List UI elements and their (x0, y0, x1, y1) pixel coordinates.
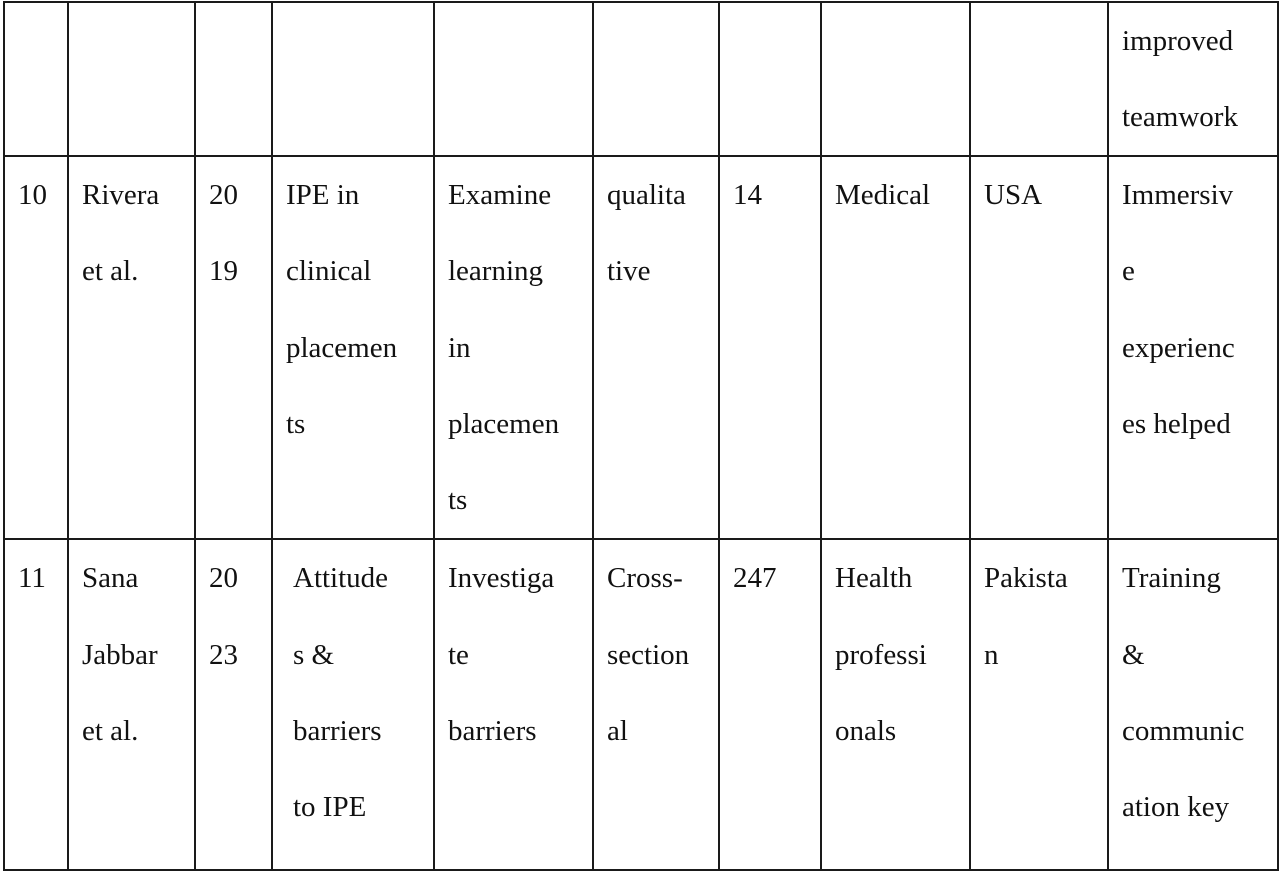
cell-findings (1108, 2, 1278, 156)
cell-line: Jabbar (82, 638, 158, 671)
cell-line: Health (835, 562, 913, 595)
cell-line: e (1122, 255, 1135, 288)
cell-line: 20 (209, 179, 238, 211)
cell-country (970, 2, 1108, 156)
cell-line: barriers (293, 715, 382, 748)
cell-line: IPE in (286, 179, 360, 211)
cell-line: barriers (448, 715, 537, 748)
cell-line: experienc (1122, 331, 1235, 364)
cell-line: 247 (733, 562, 777, 595)
cell-year (195, 2, 272, 156)
cell-findings (1108, 156, 1278, 539)
cell-line: ation key (1122, 791, 1230, 824)
cell-line: teamwork (1122, 101, 1238, 133)
cell-line: Rivera (82, 179, 160, 211)
cell-author (68, 156, 195, 539)
cell-focus (272, 156, 434, 539)
cell-author (68, 539, 195, 870)
cell-focus (272, 539, 434, 870)
cell-line: 23 (209, 638, 238, 671)
cell-line: learning (448, 255, 544, 288)
cell-sample (719, 156, 821, 539)
cell-no (4, 156, 68, 539)
cell-line: es helped (1122, 407, 1231, 440)
cell-line: s & (293, 638, 335, 671)
cell-line: 10 (18, 179, 47, 211)
cell-line: USA (984, 179, 1043, 211)
cell-focus (272, 2, 434, 156)
cell-line: tive (607, 255, 651, 288)
cell-findings (1108, 539, 1278, 870)
cell-line: Immersiv (1122, 179, 1234, 211)
cell-author (68, 2, 195, 156)
cell-line: clinical (286, 255, 372, 288)
cell-design (593, 2, 719, 156)
cell-line: Cross- (607, 562, 683, 595)
cell-country (970, 539, 1108, 870)
cell-aim (434, 2, 593, 156)
cell-line: 20 (209, 562, 238, 595)
cell-line: ts (448, 484, 468, 517)
cell-participants (821, 156, 970, 539)
cell-participants (821, 2, 970, 156)
cell-aim (434, 156, 593, 539)
cell-design (593, 539, 719, 870)
cell-line: onals (835, 715, 897, 748)
cell-line: placemen (448, 407, 560, 440)
cell-line: Pakista (984, 562, 1068, 595)
cell-line: et al. (82, 715, 139, 748)
cell-line: et al. (82, 255, 139, 288)
cell-line: ts (286, 407, 306, 440)
cell-no (4, 539, 68, 870)
cell-sample (719, 539, 821, 870)
cell-line: to IPE (293, 791, 367, 824)
cell-line: section (607, 638, 690, 671)
cell-aim (434, 539, 593, 870)
cell-line: Sana (82, 562, 139, 595)
study-table (3, 1, 1279, 871)
cell-line: improved (1122, 25, 1234, 57)
cell-design (593, 156, 719, 539)
cell-line: communic (1122, 715, 1245, 748)
cell-country (970, 156, 1108, 539)
cell-line: in (448, 331, 471, 364)
cell-line: te (448, 638, 469, 671)
cell-line: Examine (448, 179, 552, 211)
cell-no (4, 2, 68, 156)
table-row (4, 156, 1278, 539)
cell-line: 14 (733, 179, 762, 211)
cell-sample (719, 2, 821, 156)
cell-line: Training (1122, 562, 1221, 595)
cell-year (195, 539, 272, 870)
cell-line: professi (835, 638, 927, 671)
cell-line: Attitude (293, 562, 389, 595)
cell-line: qualita (607, 179, 686, 211)
cell-line: placemen (286, 331, 398, 364)
cell-line: 11 (18, 562, 46, 595)
cell-line: n (984, 638, 999, 671)
cell-participants (821, 539, 970, 870)
cell-line: 19 (209, 255, 238, 288)
table-row (4, 539, 1278, 870)
table-row (4, 2, 1278, 156)
cell-line: & (1122, 638, 1145, 671)
cell-year (195, 156, 272, 539)
cell-line: Investiga (448, 562, 555, 595)
cell-line: al (607, 715, 628, 748)
cell-line: Medical (835, 179, 931, 211)
